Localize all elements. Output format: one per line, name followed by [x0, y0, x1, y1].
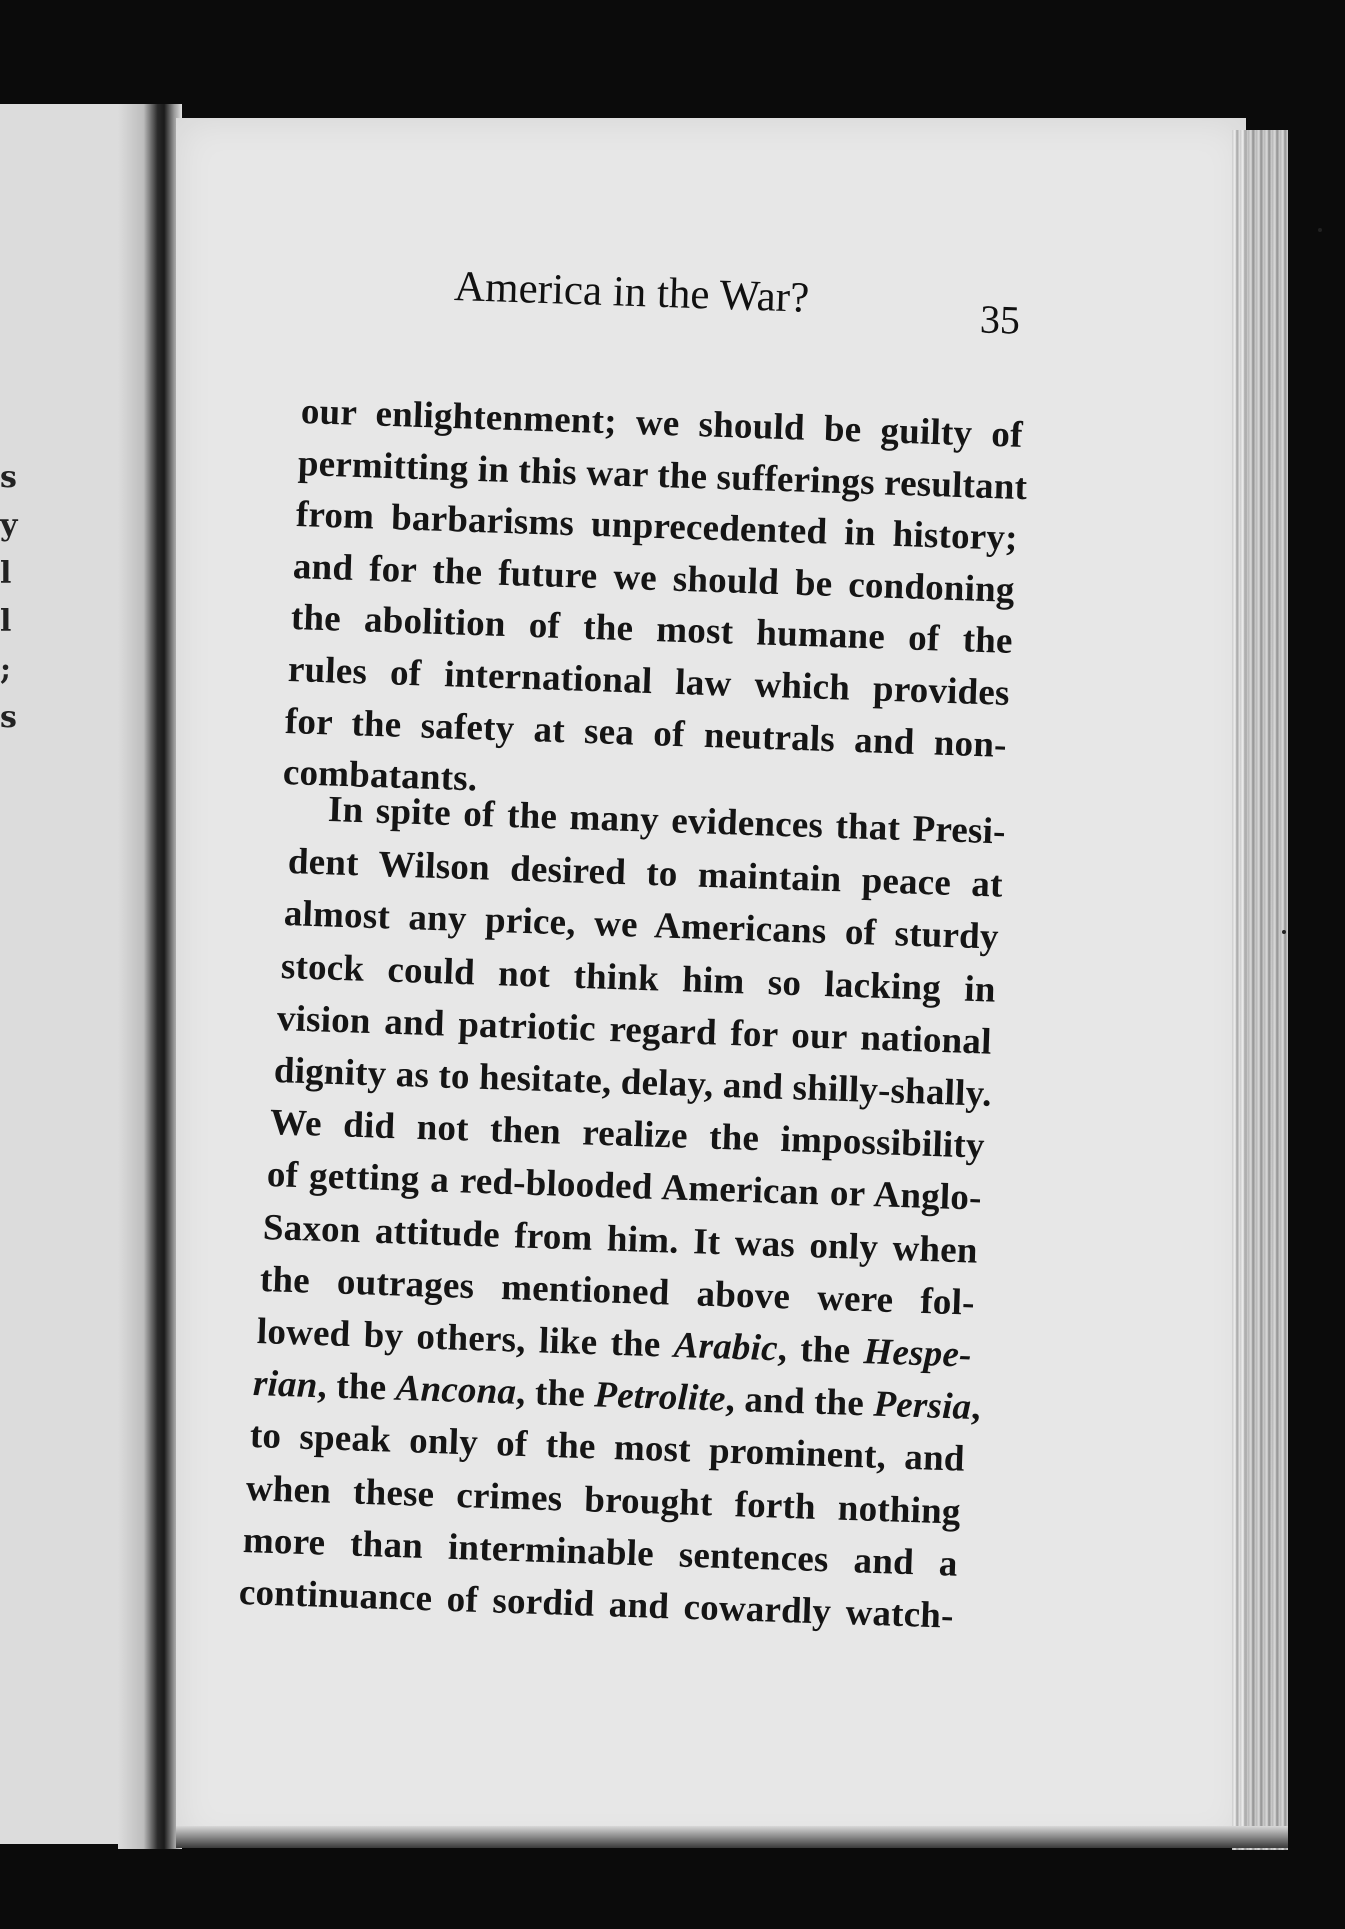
text-segment: the outrages mentioned above were fol- [259, 1258, 976, 1324]
text-segment: continuance of sordid and cowardly watch- [238, 1572, 955, 1637]
left-page-fragment: y [0, 508, 18, 543]
text-segment: almost any price, we Americans of sturdy [283, 893, 1000, 959]
italic-ship-name: Persia [872, 1383, 972, 1429]
scan-speck [1318, 228, 1322, 232]
text-segment: when these crimes brought forth nothing [245, 1467, 962, 1533]
text-segment: from barbarisms unprecedented in history; [295, 494, 1019, 560]
text-segment: to speak only of the most prominent, and [248, 1415, 965, 1481]
text-segment: In spite of the many evidences that Presi- [327, 789, 1007, 853]
italic-ship-name: Arabic [672, 1324, 778, 1370]
text-segment: We did not then realize the impossibility [269, 1102, 986, 1167]
left-page-fragment: l [0, 604, 12, 639]
text-segment: of getting a red-blooded American or Anglo- [266, 1154, 983, 1220]
text-segment: more than interminable sentences and a [242, 1519, 958, 1585]
running-head-title: America in the War? [453, 262, 810, 322]
text-segment: the abolition of the most humane of the [289, 597, 1013, 663]
text-segment: and for the future we should be condoning [292, 545, 1016, 611]
text-segment: , [970, 1387, 982, 1429]
text-segment: , the [316, 1365, 397, 1409]
text-segment: dignity as to hesitate, delay, and shilly-shally. [273, 1050, 993, 1115]
text-segment: , the [515, 1371, 596, 1416]
left-page-fragment: s [0, 700, 17, 735]
text-segment: vision and patriotic regard for our national [276, 997, 993, 1063]
italic-ship-name: rian [252, 1363, 319, 1407]
text-segment: our enlightenment; we should be guilty of [300, 391, 1024, 456]
text-segment: permitting in this war the sufferings resultant [297, 442, 1029, 508]
italic-ship-name: Hespe- [862, 1331, 972, 1376]
left-page-fragment: ; [0, 652, 12, 687]
text-segment: rules of international law which provides [287, 649, 1011, 714]
text-segment: , the [776, 1328, 864, 1373]
italic-ship-name: Ancona [395, 1367, 517, 1413]
page-number: 35 [979, 296, 1021, 343]
scan-speck [1282, 930, 1286, 934]
text-segment: , and the [724, 1378, 875, 1425]
text-segment: dent Wilson desired to maintain peace at [286, 841, 1003, 906]
italic-ship-name: Petrolite [593, 1374, 727, 1420]
left-page-fragment: s [0, 460, 17, 495]
text-segment: combatants. [282, 752, 478, 800]
left-page-fragment: l [0, 556, 12, 591]
text-segment: for the safety at sea of neutrals and non- [284, 700, 1008, 766]
text-segment: lowed by others, like the [255, 1311, 674, 1366]
text-segment: Saxon attitude from him. It was only when [262, 1206, 979, 1272]
text-segment: stock could not think him so lacking in [279, 945, 996, 1011]
